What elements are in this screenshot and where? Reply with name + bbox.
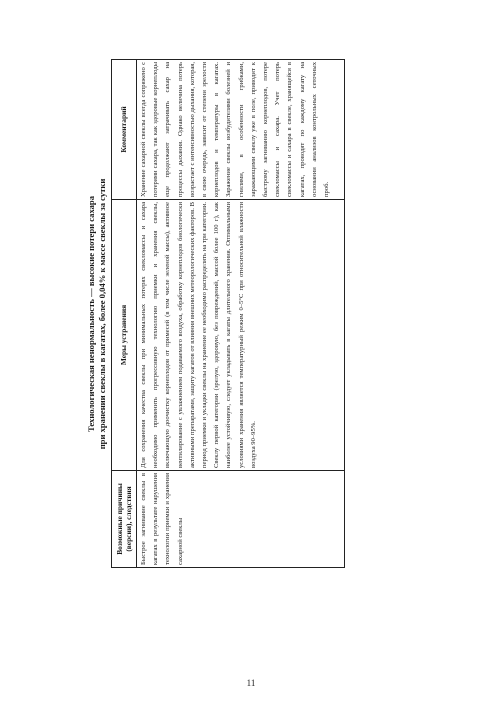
table-caption bbox=[86, 60, 108, 568]
data-table bbox=[111, 59, 345, 568]
caption-line-2: при хранении свеклы в кагатах, более 0,04% к массе свеклы за сутки bbox=[97, 178, 107, 450]
table-header-row bbox=[112, 60, 137, 568]
cell-causes: Быстрое загнивание свеклы в кагатах в результате нарушения технологии приемки и хранения сахарной свеклы bbox=[137, 471, 345, 568]
caption-line-1: Технологическая ненормальность — высокие потери сахара bbox=[86, 196, 96, 433]
rotated-page-content bbox=[86, 60, 332, 568]
table-row bbox=[137, 60, 345, 568]
header-causes: Возможные причины (версии), следствия bbox=[112, 471, 137, 568]
cell-measures: Для сохранения качества свеклы при минимальных потерях свекломассы и сахара необходимо применить прогрессивную технологию приемки и хранения свеклы, включающую доочистку корнеплодов от примесей (в том числе зеленой массы), активное вентилирование с увлажнением подаваемого воздуха, обработку корнеплодов биологически активными препаратами, защиту кагатов от влияния внешних метеорологических факторов. В период приемки и укладки свеклы на хранение ее необходимо распределять на три категории. Свеклу первой категории (зрелую, здоровую, без повреждений, массой более 100 г), как наиболее устойчивую, следует укладывать в кагаты длительного хранения. Оптимальными условиями хранения является температурный режим 0–5°С при относительной влажности воздуха 90–95%. bbox=[137, 200, 345, 471]
header-measures: Меры устранения bbox=[112, 200, 137, 471]
page-number: 11 bbox=[246, 678, 256, 688]
cell-comment: Хранение сахарной свеклы всегда сопряжено с потерями сахара, так как здоровые корнеплоды еще продолжают затрачивать сахар на процессы дыхания. Однако величина потерь возрастает с интенсивностью дыхания, которая, в свою очередь, зависит от степени зрелости корнеплодов и температуры в кагатах. Заражение свеклы возбудителями болезней и гнилями, в особенности грибками, заражающими свеклу уже в поле, приводит к быстрому загниванию корнеплодов, потере свекломассы и сахара. Учет потерь свекломассы и сахара в свекле, хранящейся в кагатах, проводят по каждому кагату на основании анализов контрольных сеточных проб. bbox=[137, 60, 345, 200]
header-comment: Комментарий bbox=[112, 60, 137, 200]
